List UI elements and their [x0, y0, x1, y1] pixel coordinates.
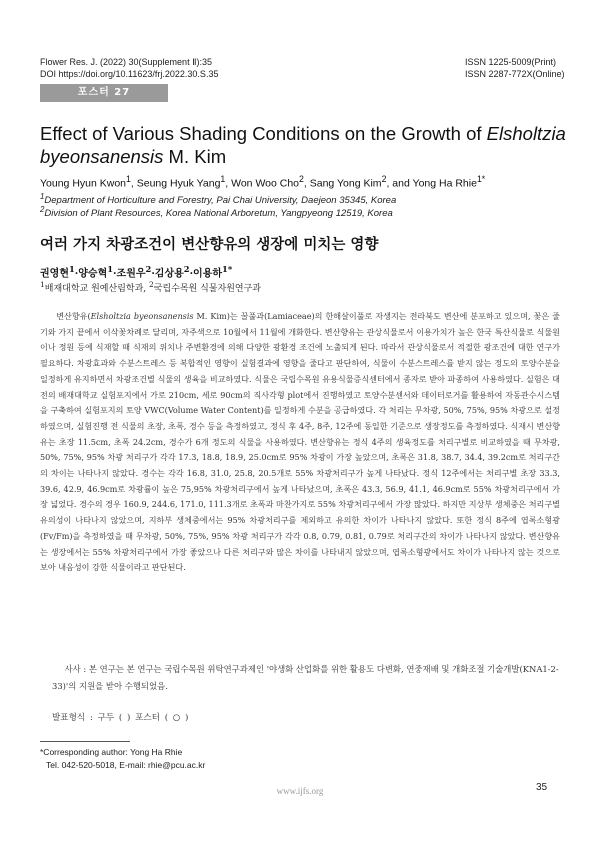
korean-title: 여러 가지 차광조건이 변산향유의 생장에 미치는 영향 — [40, 236, 379, 253]
poster-number-badge: 포스터 27 — [40, 84, 168, 102]
author: and Yong Ha Rhie — [392, 177, 477, 190]
korean-affiliations — [40, 280, 261, 294]
author: Young Hyun Kwon — [40, 177, 127, 190]
author: Won Woo Cho — [231, 177, 300, 190]
page-number: 35 — [536, 782, 548, 793]
author-affil-mark: 1 — [107, 264, 114, 274]
abstract-species-name: Elsholtzia byeonsanensis — [90, 311, 194, 321]
issn-online: ISSN 2287-772X(Online) — [465, 69, 565, 79]
author-affil-mark: 2 — [381, 174, 387, 184]
author-affil-mark: 2 — [183, 264, 190, 274]
author-affil-mark: 2 — [299, 174, 304, 184]
affil-number: 2 — [149, 280, 154, 289]
paper-title — [40, 122, 570, 168]
author-affil-mark: 1 — [68, 264, 75, 274]
korean-author: ·김상용 — [151, 268, 184, 280]
abstract-text: M. Kim)는 꿀풀과(Lamiaceae)의 한해살이풀로 자생지는 전라북도 변산에 분포하고 있으며, 꽃은 줄기와 가지 끝에서 이삭꽃차례로 달리며, 자주색으로 10월에서 11월에 개화한다. 변산향유는 관상식물로서 이용가치가 높은 한국 특산식물로 식물원이나 정원 등에 식재할 때 식재의 위치나 주변환경에 의해 다양한 광환경 조건에 노출되게 된다. 따라서 관상식물로서 적절한 광조건에 대한 연구가 필요하다. 차광효과와 수분스트레스 등 복합적인 영향이 실험결과에 영향을 줄다고 판단하여, 식물이 수분스트레스를 받지 않는 정도의 토양수분을 일정하게 유지하면서 차광조건별 식물의 생육을 비교하였다. 식물은 국립수목원 유용식물증식센터에서 종자로 받아 파종하여 사용하였다. 실험은 대전의 배재대학교 실험포지에서 가로 210cm, 세로 90cm의 직사각형 plot에서 진행하였고 토양수분센서와 데이터로거를 활용하여 자동관수시스템을 구축하여 실험포지의 토양 VWC(Volume Water Content)를 일정하게 수분을 공급하였다. 각 처리는 무차광, 50%, 75%, 95% 차광으로 설정하였으며, 실험진행 전 식물의 초장, 초폭, 경수 등을 측정하였고, 정식 후 4주, 8주, 12주에 동일한 기준으로 생장정도를 측정하였다. 식재시 변산향유는 초장 11.5cm, 초폭 24.2cm, 경수가 6개 정도의 식물을 사용하였다. 변산향유는 정식 4주의 생육정도를 처리구별로 비교하였을 때 무차광, 50%, 75%, 95% 차광 처리구가 각각 17.3, 18.8, 18.9, 25.0cm로 95% 차광이 가장 높았으며, 초폭은 31.8, 38.7, 34.4, 39.2cm로 처리구간의 차이는 나타나지 않았다. 경수는 각각 16.8, 31.0, 25.8, 20.5개로 55% 차광처리구가 높게 나타났다. 정식 12주에서는 처리구별 초장 33.3, 39.6, 42.9, 46.9cm로 차광률이 높은 75,95% 차광처리구에서 높게 나타났으며, 초폭은 43.3, 56.9, 41.1, 46.9cm로 55% 차광처리구에서 가장 넓었다. 경수의 경우 160.9, 244.6, 171.0, 111.3개로 초폭과 마찬가지로 55% 차광처리구에서 가장 많았다. 하지만 지상부 생체중은 처리구별 유의성이 나타나지 않았으며, 지하부 생체중에서는 95% 차광처리구를 제외하고 유의한 차이가 나타나지 않았다. 또한 정식 8주에 엽록소형광(Fv/Fm)을 측정하였을 때 무차광, 50%, 75%, 95% 차광 처리구가 각각 0.8, 0.79, 0.81, 0.79로 처리구간의 차이가 나타나지 않았다. 변산향유는 생장에서는 55% 차광처리구에서 가장 좋았으나 다른 처리구와 많은 차이를 나타내지 않았으며, 엽록소형광에서도 차이가 나타나지 않는 것으로 보아 내음성이 강한 식물이라고 판단된다. — [40, 311, 560, 573]
acknowledgment: 사사 : 본 연구는 본 연구는 국립수목원 위탁연구과제인 '야생화 산업화를 위한 활용도 다변화, 연중재배 및 개화조절 기술개발(KNA1-2-33)'의 지원을 받아 수행되었음. — [52, 664, 559, 691]
abstract-lead: 변산향유( — [56, 311, 91, 321]
corresponding-author: *Corresponding author: Yong Ha Rhie — [40, 747, 183, 757]
affil-text: 배재대학교 원예산림학과, — [44, 284, 149, 294]
species-authority: M. Kim — [163, 146, 227, 167]
author-affil-mark: 2 — [145, 264, 152, 274]
affiliation-2 — [40, 203, 393, 220]
affil-text: Division of Plant Resources, Korea National Arboretum, Yangpyeong 12519, Korea — [44, 208, 393, 220]
author-affil-mark: 1* — [222, 264, 233, 274]
journal-website[interactable]: www.ijfs.org — [276, 786, 324, 796]
affil-number: 2 — [40, 205, 45, 214]
footnote-divider — [40, 741, 130, 742]
korean-author-list — [40, 264, 232, 279]
author-list: Young Hyun Kwon$^1$, Seung Hyuk Yang$^1$, Won Woo Cho$^2$, Sang Yong Kim$^2$, and Yong Ha Rhie$^{1*}$ — [40, 174, 486, 190]
author: Sang Yong Kim — [309, 177, 382, 190]
journal-citation: Flower Res. J. (2022) 30(Supplement Ⅱ):35 — [40, 57, 213, 67]
abstract-body — [40, 309, 560, 576]
doi-link[interactable]: DOI https://doi.org/10.11623/frj.2022.30.S.35 — [40, 69, 219, 79]
author-affil-mark: 1* — [476, 174, 486, 184]
contact-info: Tel. 042-520-5018, E-mail: rhie@pcu.ac.kr — [46, 760, 206, 770]
issn-print: ISSN 1225-5009(Print) — [465, 57, 557, 67]
korean-author: ·양승혁 — [74, 268, 108, 280]
species-name: Elsholtzia byeonsanensis — [40, 123, 566, 167]
presentation-type: 발표형식 : 구두 ( ) 포스터 ( ○ ) — [52, 713, 189, 723]
affil-text: 국립수목원 식물자원연구과 — [153, 284, 261, 294]
author-affil-mark: 1 — [126, 174, 131, 184]
author-affil-mark: 1 — [220, 174, 226, 184]
korean-author: ·조원우 — [113, 268, 146, 280]
affil-number: 1 — [40, 192, 45, 201]
korean-author: ·이용하 — [189, 268, 223, 280]
affil-text: Department of Horticulture and Forestry, Pai Chai University, Daejeon 35345, Korea — [44, 195, 397, 207]
title-text: Effect of Various Shading Conditions on the Growth of — [40, 123, 487, 144]
affil-number: 1 — [40, 280, 45, 289]
korean-author: 권영현 — [40, 268, 69, 280]
author: Seung Hyuk Yang — [136, 177, 221, 190]
